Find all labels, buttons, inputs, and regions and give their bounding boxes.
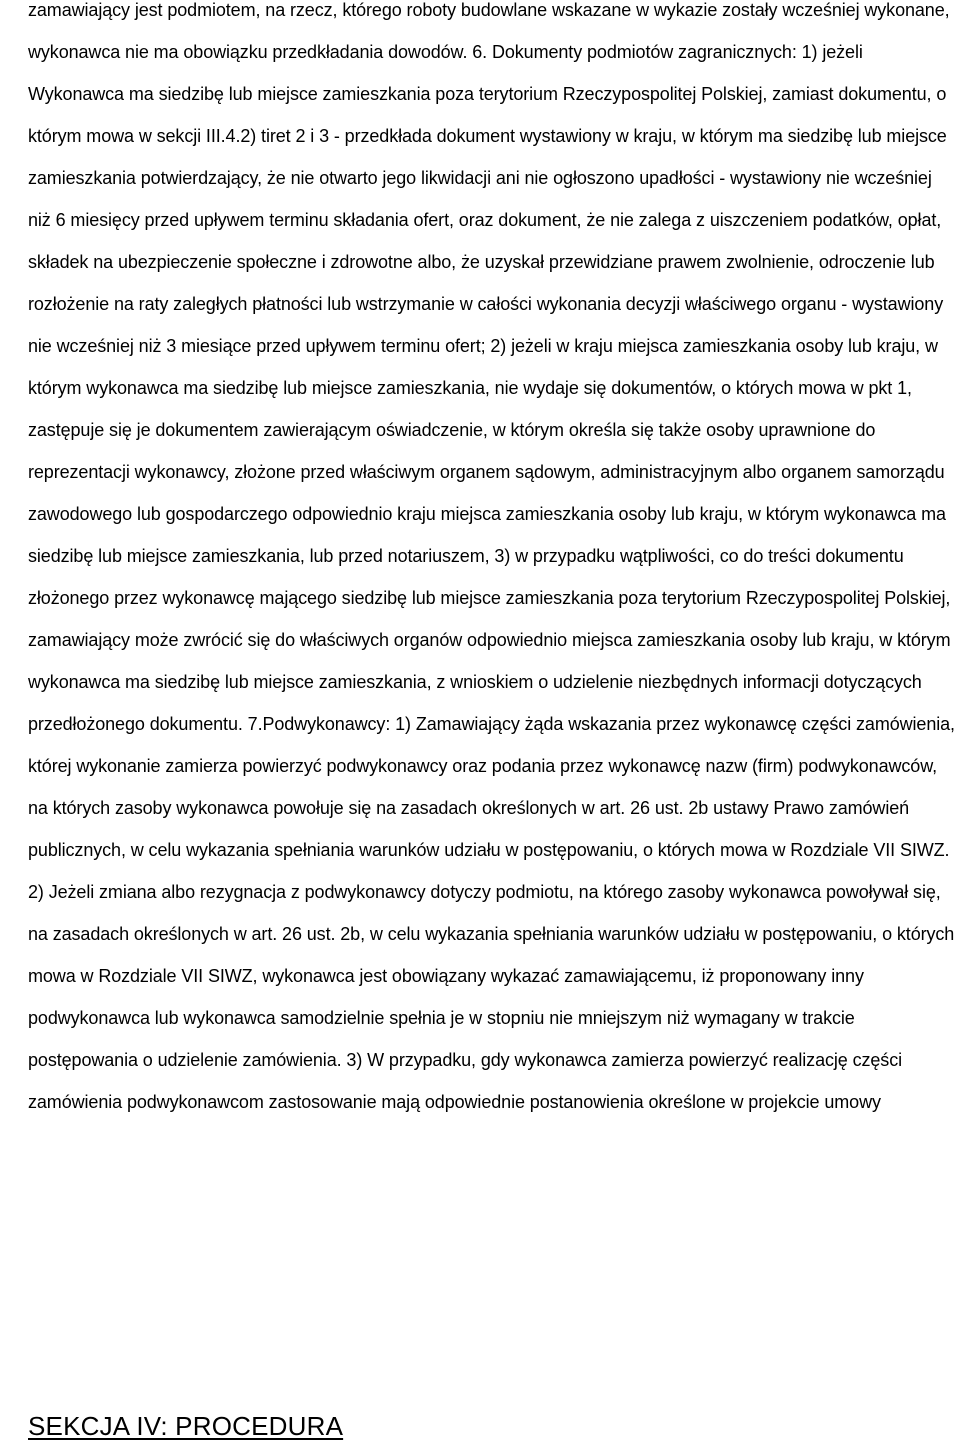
document-page: [28, 0, 958, 1441]
section-heading: SEKCJA IV: PROCEDURA: [28, 1411, 344, 1441]
body-paragraph: zamawiający jest podmiotem, na rzecz, którego roboty budowlane wskazane w wykazie zostały wcześniej wykonane, wykonawca nie ma obowiązku przedkładania dowodów. 6. Dokumenty podmiotów zagranicznych: 1) jeżeli Wykonawca ma siedzibę lub miejsce zamieszkania poza terytorium Rzeczypospolitej Polskiej, zamiast dokumentu, o którym mowa w sekcji III.4.2) tiret 2 i 3 - przedkłada dokument wystawiony w kraju, w którym ma siedzibę lub miejsce zamieszkania potwierdzający, że nie otwarto jego likwidacji ani nie ogłoszono upadłości - wystawiony nie wcześniej niż 6 miesięcy przed upływem terminu składania ofert, oraz dokument, że nie zalega z uiszczeniem podatków, opłat, składek na ubezpieczenie społeczne i zdrowotne albo, że uzyskał przewidziane prawem zwolnienie, odroczenie lub rozłożenie na raty zaległych płatności lub wstrzymanie w całości wykonania decyzji właściwego organu - wystawiony nie wcześniej niż 3 miesiące przed upływem terminu ofert; 2) jeżeli w kraju miejsca zamieszkania osoby lub kraju, w którym wykonawca ma siedzibę lub miejsce zamieszkania, nie wydaje się dokumentów, o których mowa w pkt 1, zastępuje się je dokumentem zawierającym oświadczenie, w którym określa się także osoby uprawnione do reprezentacji wykonawcy, złożone przed właściwym organem sądowym, administracyjnym albo organem samorządu zawodowego lub gospodarczego odpowiednio kraju miejsca zamieszkania osoby lub kraju, w którym wykonawca ma siedzibę lub miejsce zamieszkania, lub przed notariuszem, 3) w przypadku wątpliwości, co do treści dokumentu złożonego przez wykonawcę mającego siedzibę lub miejsce zamieszkania poza terytorium Rzeczypospolitej Polskiej, zamawiający może zwrócić się do właściwych organów odpowiednio miejsca zamieszkania osoby lub kraju, w którym wykonawca ma siedzibę lub miejsce zamieszkania, z wnioskiem o udzielenie niezbędnych informacji dotyczących przedłożonego dokumentu. 7.Podwykonawcy: 1) Zamawiający żąda wskazania przez wykonawcę części zamówienia, której wykonanie zamierza powierzyć podwykonawcy oraz podania przez wykonawcę nazw (firm) podwykonawców, na których zasoby wykonawca powołuje się na zasadach określonych w art. 26 ust. 2b ustawy Prawo zamówień publicznych, w celu wykazania spełniania warunków udziału w postępowaniu, o których mowa w Rozdziale VII SIWZ. 2) Jeżeli zmiana albo rezygnacja z podwykonawcy dotyczy podmiotu, na którego zasoby wykonawca powoływał się, na zasadach określonych w art. 26 ust. 2b, w celu wykazania spełniania warunków udziału w postępowaniu, o których mowa w Rozdziale VII SIWZ, wykonawca jest obowiązany wykazać zamawiającemu, iż proponowany inny podwykonawca lub wykonawca samodzielnie spełnia je w stopniu nie mniejszym niż wymagany w trakcie postępowania o udzielenie zamówienia. 3) W przypadku, gdy wykonawca zamierza powierzyć realizację części zamówienia podwykonawcom zastosowanie mają odpowiednie postanowienia określone w projekcie umowy: [28, 0, 955, 1112]
